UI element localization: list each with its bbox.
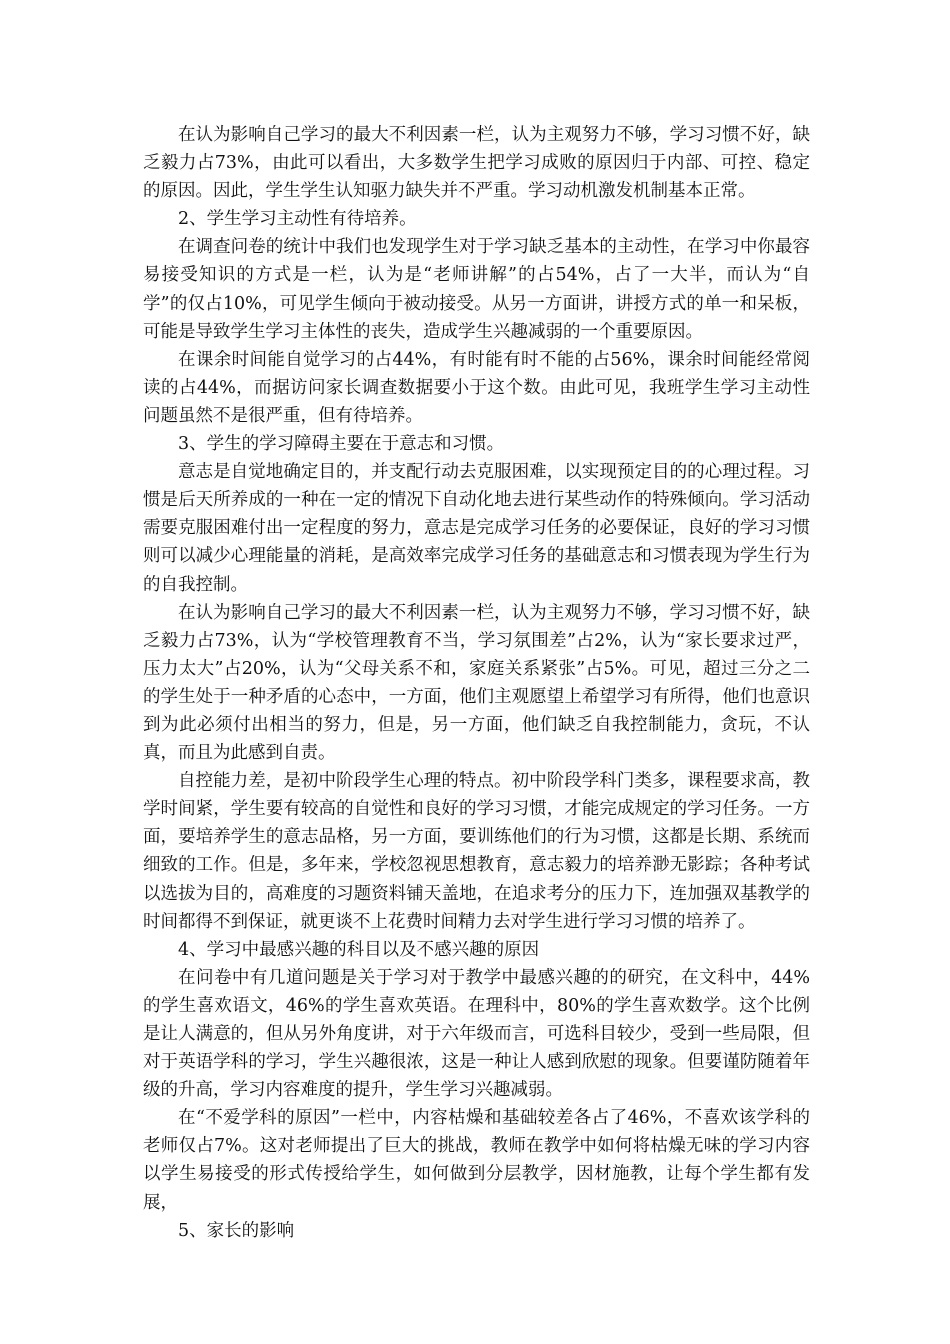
- paragraph-3: 在课余时间能自觉学习的占44%，有时能有时不能的占56%，课余时间能经常阅读的占44%，而据访问家长调查数据要小于这个数。由此可见，我班学生学习主动性问题虽然不是很严重，但有待培养。: [143, 349, 810, 426]
- paragraph-4: 意志是自觉地确定目的，并支配行动去克服困难，以实现预定目的的心理过程。习惯是后天所养成的一种在一定的情况下自动化地去进行某些动作的特殊倾向。学习活动需要克服困难付出一定程度的努力，意志是完成学习任务的必要保证，良好的学习习惯则可以减少心理能量的消耗，是高效率完成学习任务的基础意志和习惯表现为学生行为的自我控制。: [143, 462, 810, 595]
- section-heading-5: 5、家长的影响: [178, 1220, 295, 1241]
- paragraph-5: 在认为影响自己学习的最大不利因素一栏，认为主观努力不够，学习习惯不好，缺乏毅力占73%，认为“学校管理教育不当，学习氛围差”占2%，认为“家长要求过严，压力太大”占20%，认为“父母关系不和，家庭关系紧张”占5%。可见，超过三分之二的学生处于一种矛盾的心态中，一方面，他们主观愿望上希望学习有所得，他们也意识到为此必须付出相当的努力，但是，另一方面，他们缺乏自我控制能力，贪玩，不认真，而且为此感到自责。: [143, 602, 810, 764]
- paragraph-7: 在问卷中有几道问题是关于学习对于教学中最感兴趣的的研究，在文科中，44%的学生喜欢语文，46%的学生喜欢英语。在理科中，80%的学生喜欢数学。这个比例是让人满意的，但从另外角度讲，对于六年级而言，可选科目较少，受到一些局限，但对于英语学科的学习，学生兴趣很浓，这是一种让人感到欣慰的现象。但要谨防随着年级的升高，学习内容难度的提升，学生学习兴趣减弱。: [143, 967, 810, 1101]
- document-body: [143, 121, 810, 1245]
- paragraph-1: 在认为影响自己学习的最大不利因素一栏，认为主观努力不够，学习习惯不好，缺乏毅力占73%，由此可以看出，大多数学生把学习成败的原因归于内部、可控、稳定的原因。因此，学生学生认知驱力缺失并不严重。学习动机激发机制基本正常。: [143, 125, 810, 202]
- paragraph-8: 在“不爱学科的原因”一栏中，内容枯燥和基础较差各占了46%，不喜欢该学科的老师仅占7%。这对老师提出了巨大的挑战，教师在教学中如何将枯燥无味的学习内容以学生易接受的形式传授给学生，如何做到分层教学，因材施教，让每个学生都有发展，: [143, 1108, 810, 1213]
- section-heading-3: 3、学生的学习障碍主要在于意志和习惯。: [178, 434, 505, 455]
- section-heading-2: 2、学生学习主动性有待培养。: [178, 209, 417, 230]
- paragraph-2: 在调查问卷的统计中我们也发现学生对于学习缺乏基本的主动性，在学习中你最容易接受知识的方式是一栏，认为是“老师讲解”的占54%，占了一大半，而认为“自学”的仅占10%，可见学生倾向于被动接受。从另一方面讲，讲授方式的单一和呆板，可能是导致学生学习主体性的丧失，造成学生兴趣减弱的一个重要原因。: [143, 237, 810, 342]
- section-heading-4: 4、学习中最感兴趣的科目以及不感兴趣的原因: [178, 939, 540, 960]
- paragraph-6: 自控能力差，是初中阶段学生心理的特点。初中阶段学科门类多，课程要求高，教学时间紧，学生要有较高的自觉性和良好的学习习惯，才能完成规定的学习任务。一方面，要培养学生的意志品格，另一方面，要训练他们的行为习惯，这都是长期、系统而细致的工作。但是，多年来，学校忽视思想教育，意志毅力的培养渺无影踪；各种考试以选拔为目的，高难度的习题资料铺天盖地，在追求考分的压力下，连加强双基教学的时间都得不到保证，就更谈不上花费时间精力去对学生进行学习习惯的培养了。: [143, 771, 810, 932]
